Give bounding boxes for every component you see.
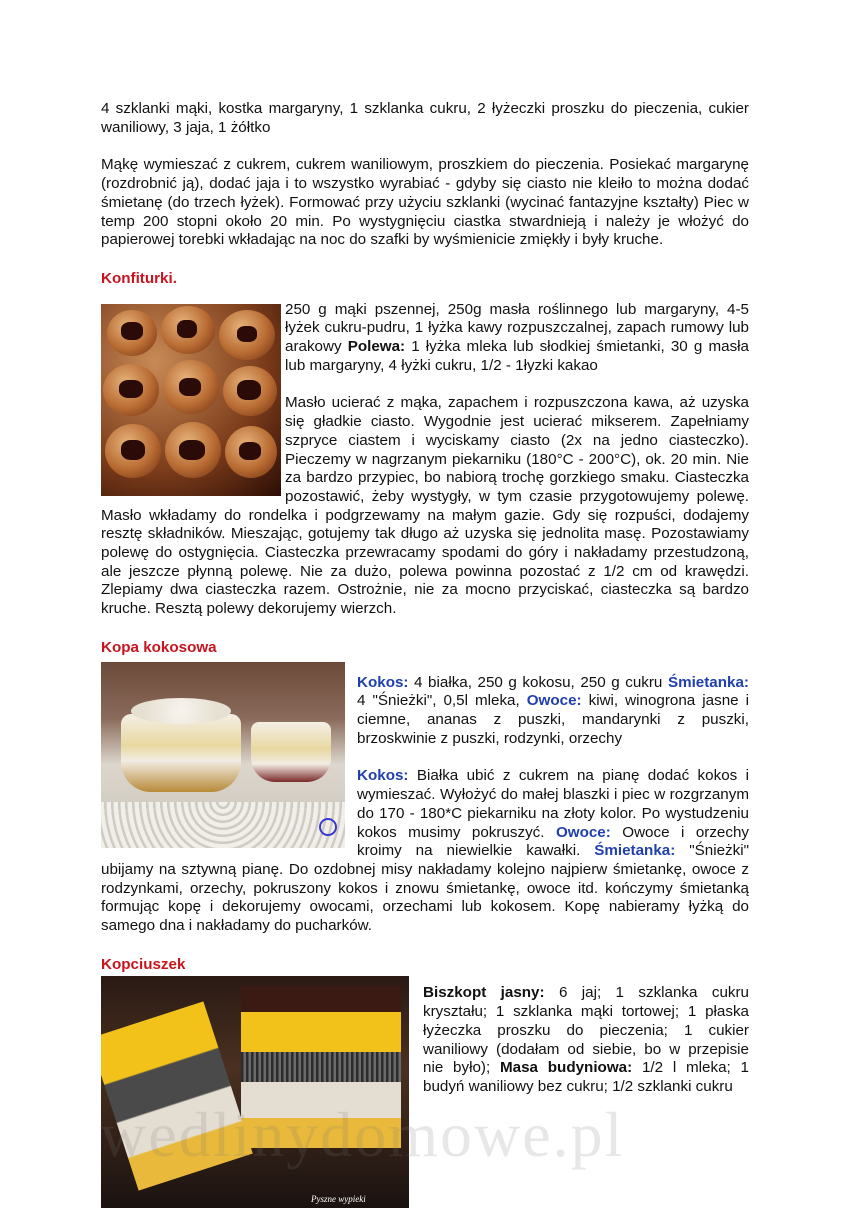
konfiturki-ingredients-a: 250 g mąki pszennej, 250g masła roślinnego lub margaryny, 4-5 łyżek cukru-pudru, 1 łyżka kawy rozpuszczalnej, zapach rumowy lub arakowy — [285, 300, 749, 356]
watermark: wedlinydomowe.pl — [100, 1099, 625, 1170]
biszkopt-label: Biszkopt jasny: — [423, 984, 545, 1002]
intro-method: Mąkę wymieszać z cukrem, cukrem waniliowym, proszkiem do pieczenia. Posiekać margarynę (rozdrobnić ją), dodać jaja i to wszystko wyrabiać - gdyby się ciasto nie kleiło to można dodać śmietanę (do trzech łyżek). Formować przy użyciu szklanki (wycinać fantazyjne kształty) Piec w temp 200 stopni około 20 min. Po wystygnięciu ciastka stwardnieją i należy je włożyć do papierowej torebki wkładając na noc do szafki by wyśmienicie zmiękły i były kruche. — [101, 156, 749, 249]
method-owoce: Owoce i orzechy kroimy na niewielkie kawałki. — [357, 823, 750, 860]
intro-ingredients: 4 szklanki mąki, kostka margaryny, 1 szklanka cukru, 2 łyżeczki proszku do pieczenia, cukier waniliowy, 3 jaja, 1 żółtko — [101, 100, 749, 136]
section-title-konfiturki: Konfiturki. — [101, 269, 177, 287]
smietanka-ingredients: 4 "Śnieżki", 0,5l mleka, — [357, 692, 527, 710]
document-page — [101, 100, 749, 1208]
konfiturki-photo — [101, 304, 281, 496]
owoce-ingredients: kiwi, winogrona jasne i ciemne, ananas z puszki, mandarynki z puszki, brzoskwinie z puszki, rodzynki, orzechy — [357, 692, 749, 747]
kopciuszek-photo — [101, 976, 409, 1208]
method-kokos-label: Kokos: — [357, 767, 409, 785]
biszkopt-ingredients: 6 jaj; 1 szklanka cukru kryształu; 1 szklanka mąki tortowej; 1 płaska łyżeczka proszku do pieczenia; 1 cukier waniliowy (dodałam od siebie, bo w przepisie nie było); — [423, 984, 749, 1077]
konfiturki-method: Masło ucierać z mąka, zapachem i rozpuszczona kawa, aż uzyska się gładkie ciasto. Wygodnie jest ucierać mikserem. Zapełniamy szpryce ciastem i wyciskamy ciasto (2x na jedno ciasteczko). Pieczemy w nagrzanym piekarniku (180°C - 200°C), ok. 20 min. Nie za bardzo przypiec, bo nabiorą trochę gorzkiego smaku. Ciasteczka pozostawić, żeby wystygły, w tym czasie przygotowujemy polewę. Masło wkładamy do rondelka i podgrzewamy na małym gazie. Gdy się rozpuści, dodajemy resztę składników. Mieszając, gotujemy tak długo aż uzyska się jednolita masę. Pozostawiamy polewę do ostygnięcia. Ciasteczka przewracamy spodami do góry i nakładamy przestudzoną, ale jeszcze płynną polewę. Nie za dużo, polewa powinna pozostać z 1/2 cm od krawędzi. Zlepiamy dwa ciasteczka razem. Ostrożnie, nie za mocno przyciskać, ciasteczka są bardzo kruche. Resztą polewy dekorujemy wierzch. — [101, 394, 749, 618]
kokos-label: Kokos: — [357, 673, 409, 691]
kopa-photo — [101, 662, 345, 848]
method-kokos: Białka ubić z cukrem na pianę dodać kokos i wymieszać. Wyłożyć do małej blaszki i piec w rozgrzanym do 170 - 180*C piekarniku na złoty kolor. Po wystudzeniu kokos musimy pokruszyć. — [357, 767, 749, 841]
method-smietanka: "Śnieżki" ubijamy na sztywną pianę. Do ozdobnej misy nakładamy kolejno najpierw śmietankę, owoce z rodzynkami, orzechy, pokruszony kokos i znowu śmietankę, owoce itd. kończymy śmietanką formując kopę i dekorujemy owocami, orzechami lub kokosem. Kopę nabieramy łyżką do samego dna i nakładamy do pucharków. — [101, 842, 749, 935]
masa-label: Masa budyniowa: — [500, 1059, 633, 1077]
method-smietanka-label: Śmietanka: — [594, 842, 676, 860]
photo-caption: Pyszne wypieki — [311, 1194, 366, 1205]
zoom-icon — [319, 818, 337, 836]
section-title-kopciuszek: Kopciuszek — [101, 955, 186, 973]
smietanka-label: Śmietanka: — [667, 673, 749, 691]
kokos-ingredients: 4 białka, 250 g kokosu, 250 g cukru — [408, 673, 668, 691]
masa-ingredients: 1/2 l mleka; 1 budyń waniliowy bez cukru; 1/2 szklanki cukru — [423, 1059, 749, 1095]
section-title-kopa: Kopa kokosowa — [101, 638, 217, 656]
konfiturki-ingredients-b: 1 łyżka mleka lub słodkiej śmietanki, 30 g masła lub margaryny, 4 łyżki cukru, 1/2 - 1łyzki kakao — [285, 338, 749, 374]
owoce-label: Owoce: — [526, 692, 582, 710]
polewa-label: Polewa: — [347, 338, 406, 356]
method-owoce-label: Owoce: — [555, 823, 611, 841]
